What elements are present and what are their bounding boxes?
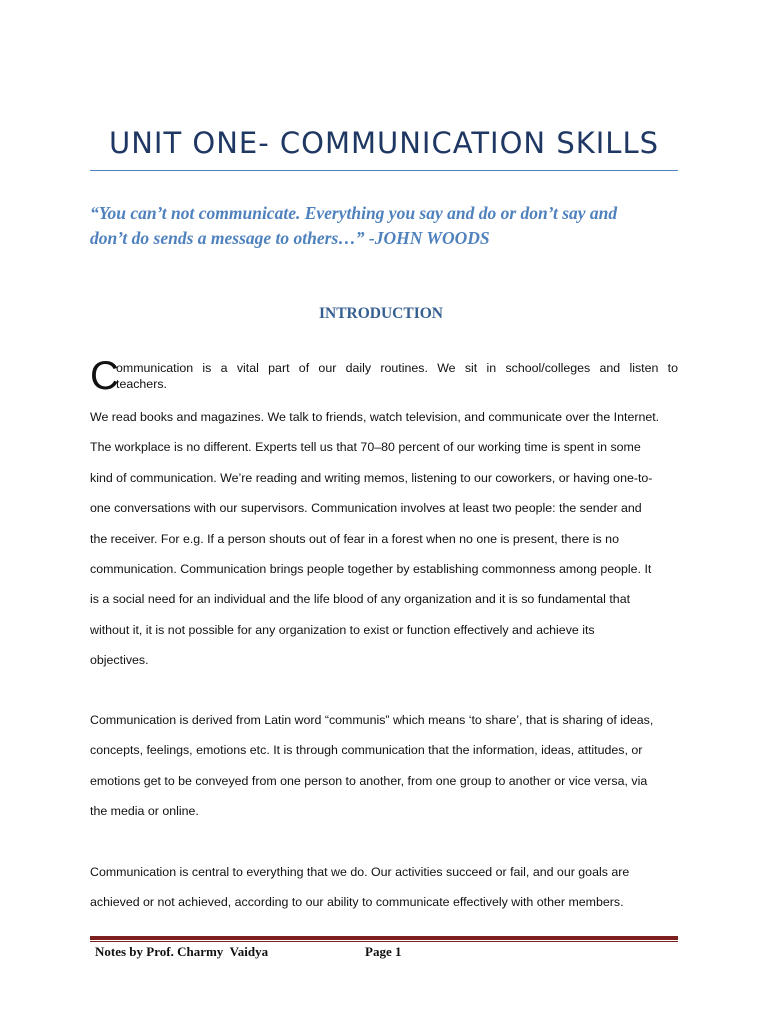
page-number: Page 1 [365,944,402,959]
paragraph-line: objectives. [90,653,149,668]
paragraph-line: the media or online. [90,804,199,819]
paragraph-line: The workplace is no different. Experts tell us that 70–80 percent of our working time is spent in some [90,440,641,455]
paragraph-line: We read books and magazines. We talk to friends, watch television, and communicate over the Internet. [90,410,660,424]
paragraph-line: Communication is central to everything that we do. Our activities succeed or fail, and our goals are [90,865,630,879]
title-underline [90,170,678,171]
drop-cap: C [90,354,119,398]
paragraph-line: without it, it is not possible for any organization to exist or function effectively and achieve its [90,622,595,637]
paragraph-line: emotions get to be conveyed from one person to another, from one group to another or vice versa, via [90,773,648,788]
footer-divider [90,936,678,940]
paragraph-line: ommunication is a vital part of our daily routines. We sit in school/colleges and listen to [116,361,678,375]
page-title: UNIT ONE- COMMUNICATION SKILLS [108,126,660,160]
paragraph-line: the receiver. For e.g. If a person shouts out of fear in a forest when no one is present, there is no [90,531,619,546]
paragraph-intro-start [90,354,678,398]
footer-divider-thin [90,941,678,942]
paragraph-importance [90,857,680,918]
epigraph-quote [90,201,680,251]
paragraph-line: is a social need for an individual and the life blood of any organization and it is so fundamental that [90,592,631,607]
paragraph-etymology [90,705,680,827]
section-heading: INTRODUCTION [318,305,443,322]
paragraph-line: kind of communication. We’re reading and writing memos, listening to our coworkers, or having one-to- [90,470,653,485]
quote-line-2: don’t do sends a message to others…” -JOHN WOODS [90,228,490,248]
paragraph-line: Communication is derived from Latin word “communis” which means ‘to share’, that is sharing of ideas, [90,713,654,727]
paragraph-line: one conversations with our supervisors. Communication involves at least two people: the sender and [90,501,642,516]
quote-line-1: “You can’t not communicate. Everything you say and do or don’t say and [90,203,618,223]
paragraph-line: teachers. [116,377,167,391]
footer-author: Notes by Prof. Charmy Vaidya [95,944,269,959]
paragraph-line: achieved or not achieved, according to our ability to communicate effectively with other members. [90,895,624,910]
paragraph-line: communication. Communication brings people together by establishing commonness among people. It [90,561,652,576]
paragraph-intro [90,402,680,676]
paragraph-line: concepts, feelings, emotions etc. It is through communication that the information, ideas, attitudes, or [90,743,643,758]
